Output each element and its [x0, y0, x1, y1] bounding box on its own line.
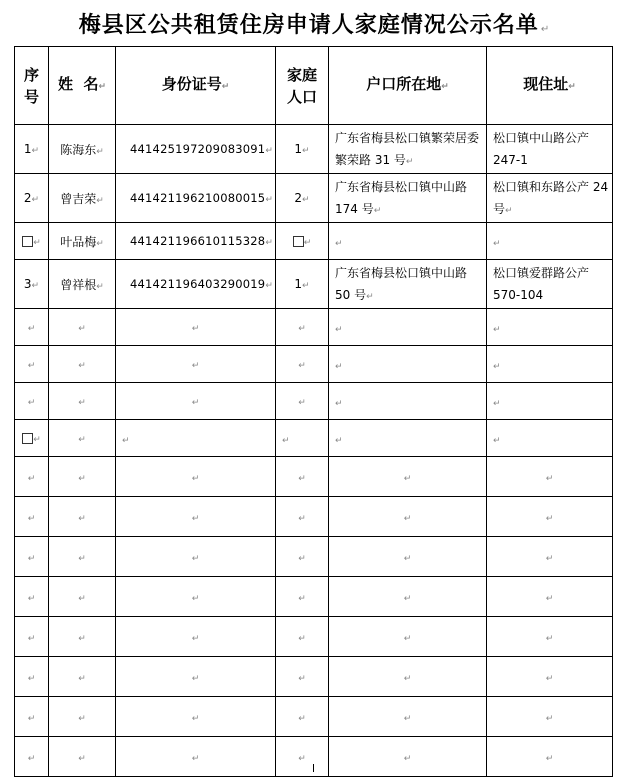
header-seq: 序号 [15, 47, 49, 125]
header-hukou: 户口所在地↵ [329, 47, 487, 125]
cell-family: 2↵ [276, 174, 329, 223]
table-row: ↵ ↵ ↵ ↵ ↵ ↵ [15, 420, 613, 457]
cell-name: 叶品梅↵ [49, 223, 116, 260]
cell-address: 松口镇和东路公产 24 号↵ [487, 174, 613, 223]
cell-name: 曾吉荣↵ [49, 174, 116, 223]
table-row: ↵ ↵ ↵ ↵ ↵ ↵ [15, 309, 613, 346]
cell-id: 441425197209083091↵ [116, 125, 276, 174]
checkbox-icon [22, 433, 33, 444]
table-row: ↵ ↵ ↵ ↵ ↵ ↵ [15, 577, 613, 617]
table-row [15, 125, 613, 174]
cell-id: 441421196610115328↵ [116, 223, 276, 260]
table-row: ↵ ↵ ↵ ↵ ↵ ↵ [15, 457, 613, 497]
table-row: ↵ ↵ ↵ ↵ ↵ ↵ [15, 383, 613, 420]
checkbox-icon [22, 236, 33, 247]
table-row: ↵ ↵ ↵ ↵ ↵ ↵ [15, 617, 613, 657]
header-address: 现住址↵ [487, 47, 613, 125]
checkbox-icon [293, 236, 304, 247]
text-cursor [313, 764, 314, 772]
cell-address: 松口镇爱群路公产 570-104 [487, 260, 613, 309]
table-row [15, 174, 613, 223]
table-row: ↵ ↵ ↵ ↵ ↵ ↵ [15, 737, 613, 777]
cell-address: 松口镇中山路公产 247-1 [487, 125, 613, 174]
applicant-table [14, 46, 613, 777]
header-row [15, 47, 613, 125]
cell-address: ↵ [487, 223, 613, 260]
cell-seq: 3↵ [15, 260, 49, 309]
header-id: 身份证号↵ [116, 47, 276, 125]
table-row: ↵ ↵ ↵ ↵ ↵ ↵ [15, 497, 613, 537]
cell-seq: 2↵ [15, 174, 49, 223]
cell-hukou: ↵ [329, 223, 487, 260]
cell-family: 1↵ [276, 125, 329, 174]
cell-name: 曾祥根↵ [49, 260, 116, 309]
cell-id: 441421196403290019↵ [116, 260, 276, 309]
cell-hukou: 广东省梅县松口镇中山路 174 号↵ [329, 174, 487, 223]
header-name: 姓 名↵ [49, 47, 116, 125]
page-title: 梅县区公共租赁住房申请人家庭情况公示名单 ↵ [78, 13, 551, 38]
cell-family: 1↵ [276, 260, 329, 309]
table-row [15, 260, 613, 309]
cell-id: 441421196210080015↵ [116, 174, 276, 223]
table-row: ↵ ↵ ↵ ↵ ↵ ↵ [15, 346, 613, 383]
cell-seq: 1↵ [15, 125, 49, 174]
header-family: 家庭人口 [276, 47, 329, 125]
cell-hukou: 广东省梅县松口镇中山路 50 号↵ [329, 260, 487, 309]
table-row [15, 223, 613, 260]
cell-family: ↵ [276, 223, 329, 260]
cell-seq: ↵ [15, 223, 49, 260]
cell-hukou: 广东省梅县松口镇繁荣居委繁荣路 31 号↵ [329, 125, 487, 174]
cell-name: 陈海东↵ [49, 125, 116, 174]
table-row: ↵ ↵ ↵ ↵ ↵ ↵ [15, 537, 613, 577]
table-row: ↵ ↵ ↵ ↵ ↵ ↵ [15, 697, 613, 737]
table-row: ↵ ↵ ↵ ↵ ↵ ↵ [15, 657, 613, 697]
